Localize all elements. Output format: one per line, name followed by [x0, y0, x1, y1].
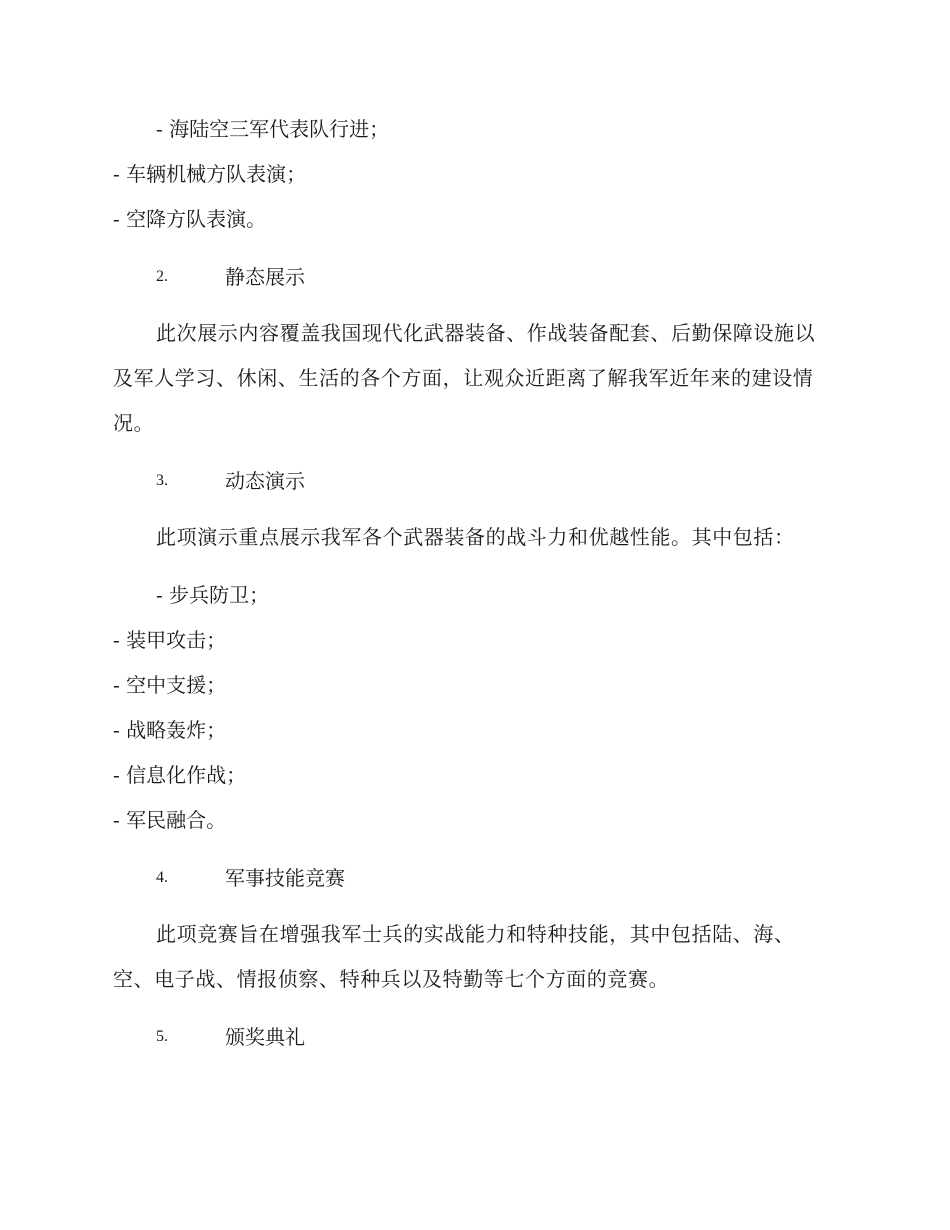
list-item: - 步兵防卫； — [156, 583, 270, 607]
list-item: - 装甲攻击； — [113, 628, 227, 652]
list-item: - 海陆空三军代表队行进； — [156, 117, 390, 141]
list-item: - 战略轰炸； — [113, 718, 227, 742]
section-number: 5. — [156, 1028, 168, 1045]
section-number: 4. — [156, 869, 168, 886]
section-number: 2. — [156, 268, 168, 285]
list-item: - 车辆机械方队表演； — [113, 162, 307, 186]
list-item: - 空中支援； — [113, 673, 227, 697]
section-number: 3. — [156, 472, 168, 489]
section-title: 静态展示 — [225, 265, 305, 289]
section-title: 动态演示 — [225, 469, 305, 493]
section-title: 颁奖典礼 — [225, 1025, 305, 1049]
list-item: - 军民融合。 — [113, 808, 227, 832]
section-paragraph: 此项演示重点展示我军各个武器装备的战斗力和优越性能。其中包括： — [156, 525, 795, 549]
list-item: - 信息化作战； — [113, 763, 247, 787]
section-paragraph: 此次展示内容覆盖我国现代化武器装备、作战装备配套、后勤保障设施以及军人学习、休闲、生活的各个方面，让观众近距离了解我军近年来的建设情况。 — [113, 321, 816, 435]
section-paragraph: 此项竞赛旨在增强我军士兵的实战能力和特种技能，其中包括陆、海、空、电子战、情报侦察、特种兵以及特勤等七个方面的竞赛。 — [113, 922, 795, 991]
list-item: - 空降方队表演。 — [113, 207, 267, 231]
section-title: 军事技能竞赛 — [225, 866, 345, 890]
